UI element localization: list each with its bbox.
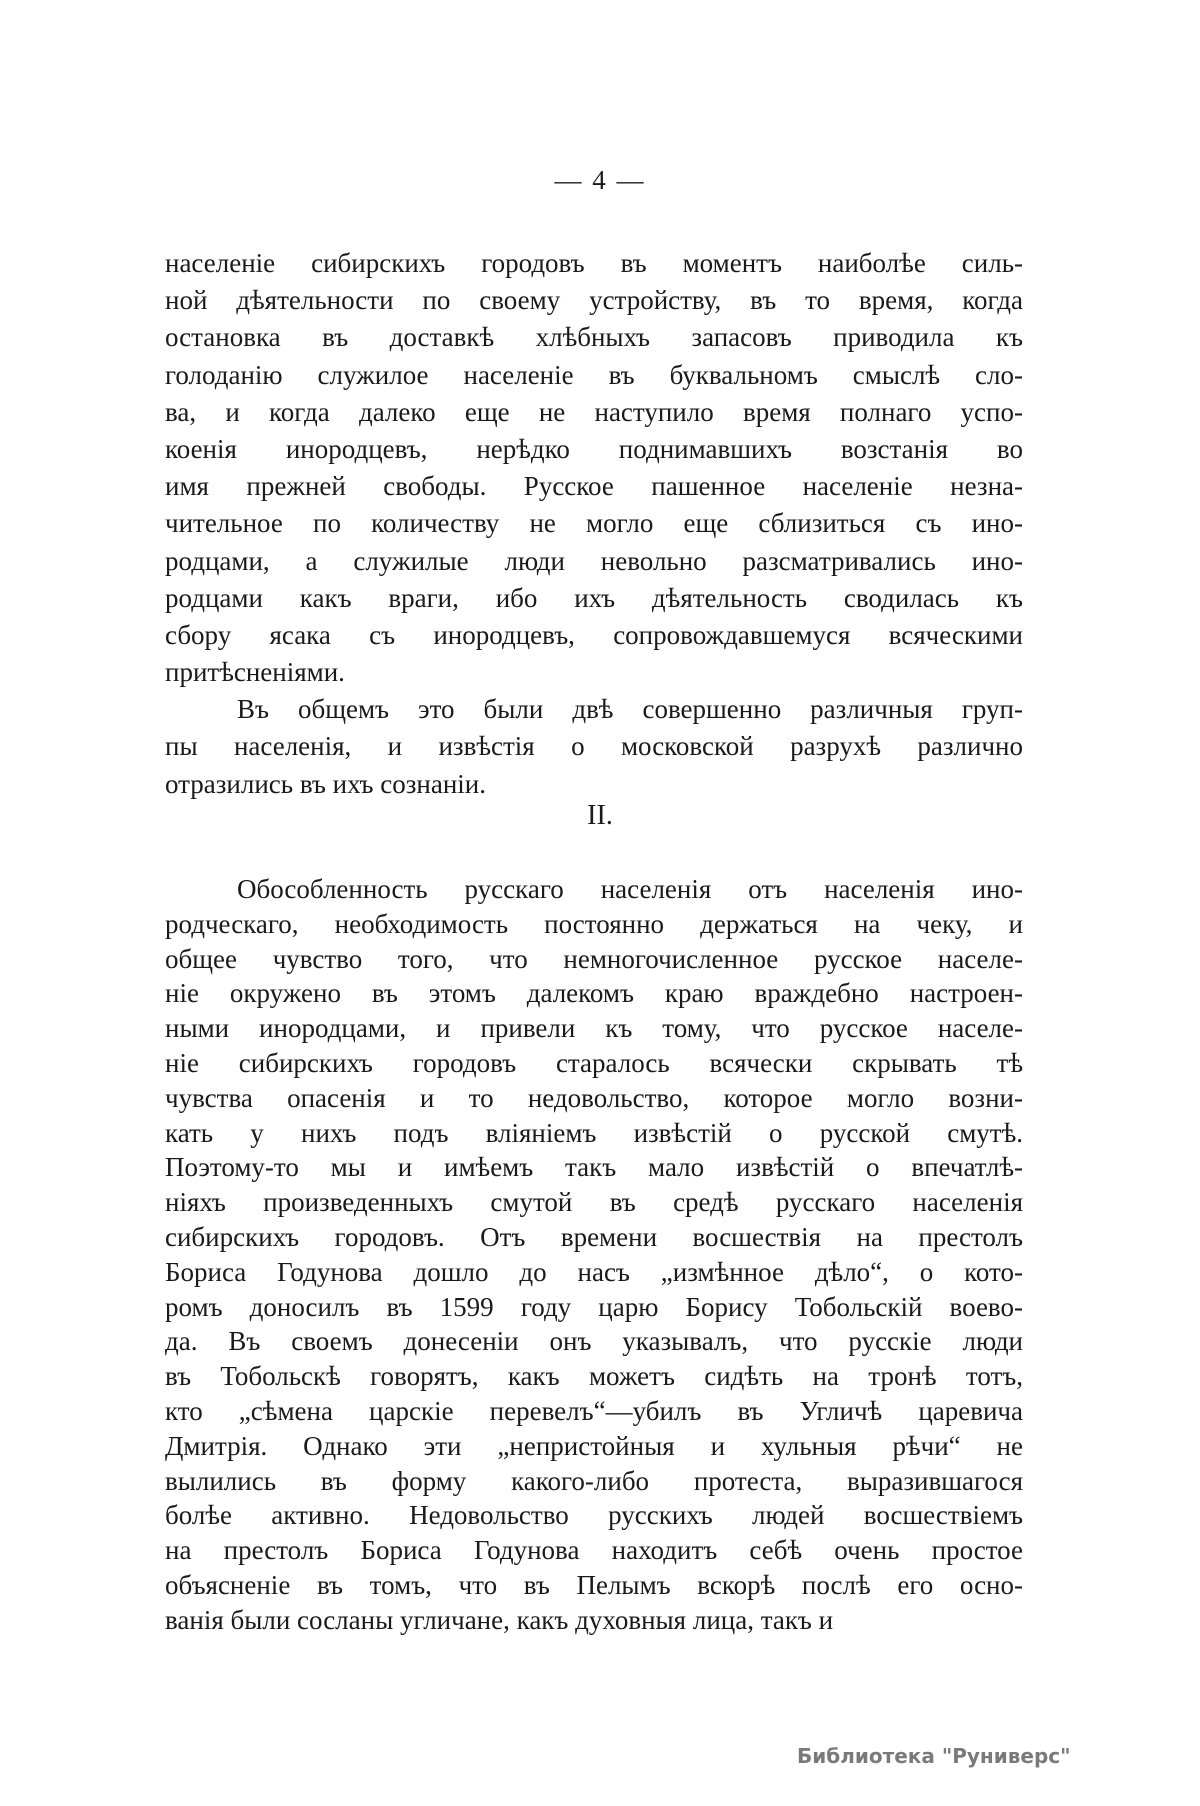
text-line: кто „сѣмена царскіе перевелъ“—убилъ въ Угличѣ царевича bbox=[165, 1395, 1023, 1426]
text-line: Поэтому-то мы и имѣемъ такъ мало извѣстій о впечатлѣ- bbox=[165, 1152, 1023, 1183]
text-line: объясненіе въ томъ, что въ Пелымъ вскорѣ послѣ его осно- bbox=[165, 1569, 1023, 1600]
text-line: чительное по количеству не могло еще сблизиться съ ино- bbox=[165, 508, 1023, 539]
text-line: ва, и когда далеко еще не наступило время полнаго успо- bbox=[165, 396, 1023, 427]
section-heading: II. bbox=[587, 800, 613, 831]
text-block-1 bbox=[165, 245, 1023, 803]
text-line: ніе сибирскихъ городовъ старалось всячески скрывать тѣ bbox=[165, 1047, 1023, 1078]
text-line: на престолъ Бориса Годунова находитъ себѣ очень простое bbox=[165, 1535, 1023, 1566]
text-line: сбору ясака съ инородцевъ, сопровождавшемуся всяческими bbox=[165, 619, 1023, 650]
text-line: въ Тобольскѣ говорятъ, какъ можетъ сидѣть на тронѣ тотъ, bbox=[165, 1361, 1023, 1392]
text-line: отразились въ ихъ сознаніи. bbox=[165, 768, 486, 799]
text-line: коенія инородцевъ, нерѣдко поднимавшихъ возстанія во bbox=[165, 433, 1023, 464]
text-line: Обособленность русскаго населенія отъ населенія ино- bbox=[237, 874, 1023, 904]
text-line: ніе окружено въ этомъ далекомъ краю враждебно настроен- bbox=[165, 978, 1023, 1009]
text-line: ными инородцами, и привели къ тому, что русское населе- bbox=[165, 1013, 1023, 1044]
text-line: болѣе активно. Недовольство русскихъ людей восшествіемъ bbox=[165, 1500, 1023, 1531]
text-line: Въ общемъ это были двѣ совершенно различныя груп- bbox=[237, 694, 1023, 725]
text-line: ромъ доносилъ въ 1599 году царю Борису Тобольскій воево- bbox=[165, 1291, 1023, 1322]
text-block-2 bbox=[165, 872, 1023, 1638]
text-line: голоданію служилое населеніе въ буквальномъ смыслѣ сло- bbox=[165, 359, 1023, 390]
text-line: имя прежней свободы. Русское пашенное населеніе незна- bbox=[165, 471, 1023, 502]
text-line: общее чувство того, что немногочисленное русское населе- bbox=[165, 943, 1023, 974]
text-line: населеніе сибирскихъ городовъ въ моментъ наиболѣе силь- bbox=[165, 248, 1023, 278]
text-line: притѣсненіями. bbox=[165, 657, 345, 688]
text-line: ной дѣятельности по своему устройству, въ то время, когда bbox=[165, 285, 1023, 316]
text-line: кать у нихъ подъ вліяніемъ извѣстій о русской смутѣ. bbox=[165, 1117, 1023, 1148]
text-line: ванія были сосланы угличане, какъ духовныя лица, такъ и bbox=[165, 1604, 834, 1635]
text-line: Бориса Годунова дошло до насъ „измѣнное дѣло“, о кото- bbox=[165, 1256, 1023, 1287]
text-line: вылились въ форму какого-либо протеста, выразившагося bbox=[165, 1465, 1023, 1496]
text-line: остановка въ доставкѣ хлѣбныхъ запасовъ приводила къ bbox=[165, 322, 1023, 353]
page-number: — 4 — bbox=[554, 165, 646, 195]
text-line: Дмитрія. Однако эти „непристойныя и хульныя рѣчи“ не bbox=[165, 1430, 1023, 1461]
text-line: родцами какъ враги, ибо ихъ дѣятельность сводилась къ bbox=[165, 582, 1023, 613]
text-line: родцами, а служилые люди невольно разсматривались ино- bbox=[165, 545, 1023, 576]
text-line: родческаго, необходимость постоянно держаться на чеку, и bbox=[165, 908, 1023, 939]
text-line: ніяхъ произведенныхъ смутой въ средѣ русскаго населенія bbox=[165, 1187, 1023, 1218]
text-line: пы населенія, и извѣстія о московской разрухѣ различно bbox=[165, 731, 1023, 762]
text-line: да. Въ своемъ донесеніи онъ указывалъ, что русскіе люди bbox=[165, 1326, 1023, 1357]
library-watermark: Библиотека "Руниверс" bbox=[797, 1744, 1071, 1768]
text-line: чувства опасенія и то недовольство, которое могло возни- bbox=[165, 1082, 1023, 1113]
text-line: сибирскихъ городовъ. Отъ времени восшествія на престолъ bbox=[165, 1221, 1023, 1252]
